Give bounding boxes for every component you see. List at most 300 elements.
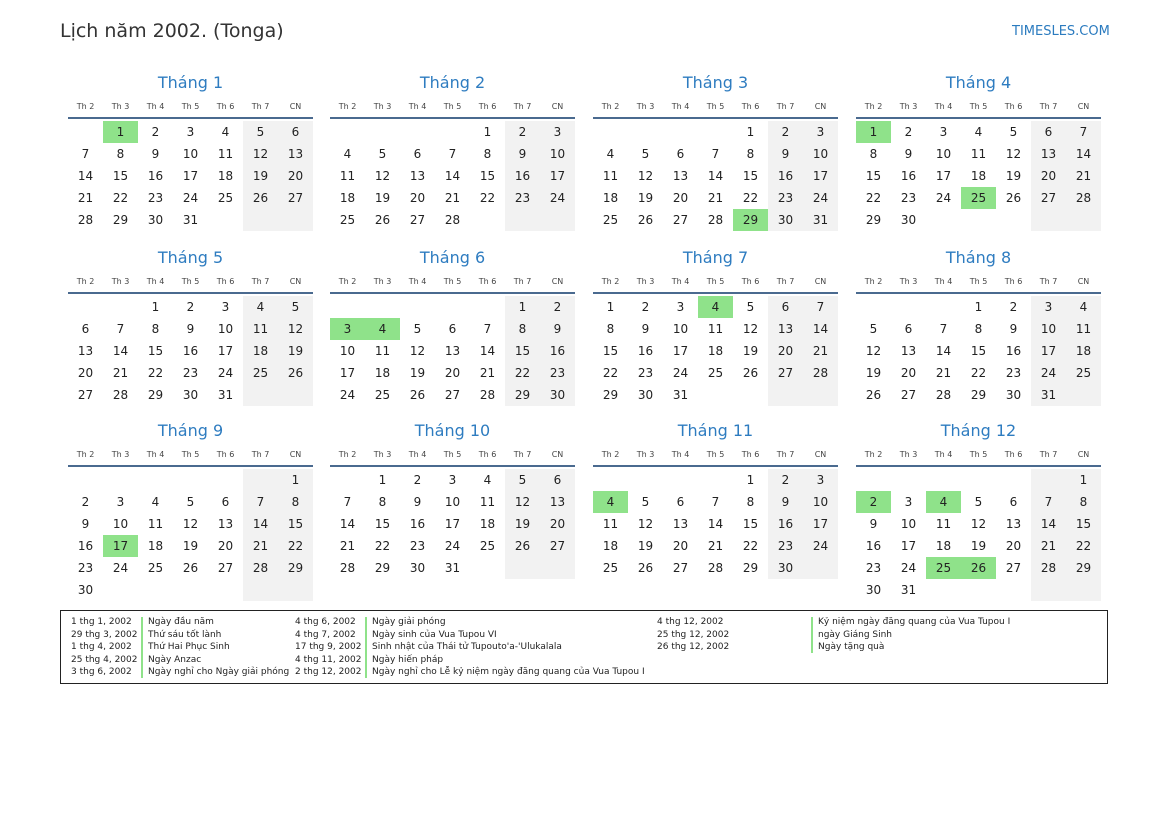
day-cell[interactable]: 6 bbox=[221, 495, 230, 509]
day-cell[interactable]: 15 bbox=[147, 344, 164, 358]
day-cell[interactable]: 28 bbox=[707, 213, 724, 227]
day-cell[interactable]: 22 bbox=[112, 191, 129, 205]
day-cell[interactable]: 27 bbox=[540, 535, 575, 557]
day-cell[interactable]: 19 bbox=[182, 539, 199, 553]
holiday-day-cell[interactable]: 1 bbox=[856, 121, 891, 143]
day-cell[interactable]: 13 bbox=[768, 318, 803, 340]
day-cell[interactable]: 2 bbox=[768, 469, 803, 491]
day-cell[interactable]: 12 bbox=[409, 344, 426, 358]
day-cell[interactable]: 1 bbox=[974, 300, 983, 314]
day-cell[interactable]: 28 bbox=[339, 561, 356, 575]
day-cell[interactable]: 17 bbox=[900, 539, 917, 553]
day-cell[interactable]: 24 bbox=[935, 191, 952, 205]
day-cell[interactable]: 16 bbox=[768, 513, 803, 535]
day-cell[interactable]: 14 bbox=[803, 318, 838, 340]
day-cell[interactable]: 7 bbox=[483, 322, 492, 336]
day-cell[interactable]: 21 bbox=[935, 366, 952, 380]
day-cell[interactable]: 7 bbox=[243, 491, 278, 513]
day-cell[interactable]: 20 bbox=[1031, 165, 1066, 187]
day-cell[interactable]: 22 bbox=[479, 191, 496, 205]
day-cell[interactable]: 6 bbox=[413, 147, 422, 161]
day-cell[interactable]: 13 bbox=[444, 344, 461, 358]
day-cell[interactable]: 7 bbox=[81, 147, 90, 161]
day-cell[interactable]: 13 bbox=[278, 143, 313, 165]
day-cell[interactable]: 17 bbox=[1031, 340, 1066, 362]
day-cell[interactable]: 27 bbox=[900, 388, 917, 402]
day-cell[interactable]: 13 bbox=[1031, 143, 1066, 165]
day-cell[interactable]: 17 bbox=[935, 169, 952, 183]
holiday-day-cell[interactable]: 26 bbox=[961, 557, 996, 579]
day-cell[interactable]: 10 bbox=[217, 322, 234, 336]
day-cell[interactable]: 20 bbox=[278, 165, 313, 187]
day-cell[interactable]: 28 bbox=[1031, 557, 1066, 579]
day-cell[interactable]: 22 bbox=[970, 366, 987, 380]
holiday-day-cell[interactable]: 1 bbox=[103, 121, 138, 143]
holiday-day-cell[interactable]: 4 bbox=[365, 318, 400, 340]
day-cell[interactable]: 31 bbox=[803, 209, 838, 231]
day-cell[interactable]: 5 bbox=[746, 300, 755, 314]
day-cell[interactable]: 16 bbox=[900, 169, 917, 183]
day-cell[interactable]: 2 bbox=[81, 495, 90, 509]
day-cell[interactable]: 4 bbox=[151, 495, 160, 509]
day-cell[interactable]: 3 bbox=[803, 469, 838, 491]
day-cell[interactable]: 18 bbox=[602, 539, 619, 553]
day-cell[interactable]: 22 bbox=[865, 191, 882, 205]
day-cell[interactable]: 9 bbox=[768, 491, 803, 513]
day-cell[interactable]: 27 bbox=[77, 388, 94, 402]
day-cell[interactable]: 24 bbox=[672, 366, 689, 380]
day-cell[interactable]: 29 bbox=[505, 384, 540, 406]
day-cell[interactable]: 19 bbox=[742, 344, 759, 358]
day-cell[interactable]: 13 bbox=[672, 517, 689, 531]
day-cell[interactable]: 11 bbox=[970, 147, 987, 161]
day-cell[interactable]: 17 bbox=[803, 165, 838, 187]
day-cell[interactable]: 18 bbox=[339, 191, 356, 205]
day-cell[interactable]: 7 bbox=[803, 296, 838, 318]
day-cell[interactable]: 10 bbox=[672, 322, 689, 336]
day-cell[interactable]: 24 bbox=[900, 561, 917, 575]
holiday-day-cell[interactable]: 2 bbox=[856, 491, 891, 513]
day-cell[interactable]: 4 bbox=[1066, 296, 1101, 318]
day-cell[interactable]: 21 bbox=[803, 340, 838, 362]
day-cell[interactable]: 3 bbox=[904, 495, 913, 509]
day-cell[interactable]: 14 bbox=[1031, 513, 1066, 535]
day-cell[interactable]: 14 bbox=[707, 517, 724, 531]
day-cell[interactable]: 10 bbox=[182, 147, 199, 161]
day-cell[interactable]: 23 bbox=[147, 191, 164, 205]
day-cell[interactable]: 8 bbox=[378, 495, 387, 509]
day-cell[interactable]: 4 bbox=[974, 125, 983, 139]
day-cell[interactable]: 21 bbox=[444, 191, 461, 205]
day-cell[interactable]: 3 bbox=[803, 121, 838, 143]
day-cell[interactable]: 9 bbox=[1009, 322, 1018, 336]
day-cell[interactable]: 12 bbox=[637, 169, 654, 183]
day-cell[interactable]: 5 bbox=[243, 121, 278, 143]
day-cell[interactable]: 18 bbox=[970, 169, 987, 183]
day-cell[interactable]: 23 bbox=[1005, 366, 1022, 380]
day-cell[interactable]: 15 bbox=[970, 344, 987, 358]
day-cell[interactable]: 17 bbox=[339, 366, 356, 380]
day-cell[interactable]: 26 bbox=[505, 535, 540, 557]
day-cell[interactable]: 27 bbox=[672, 561, 689, 575]
day-cell[interactable]: 16 bbox=[77, 539, 94, 553]
day-cell[interactable]: 28 bbox=[707, 561, 724, 575]
day-cell[interactable]: 23 bbox=[409, 539, 426, 553]
day-cell[interactable]: 9 bbox=[641, 322, 650, 336]
day-cell[interactable]: 26 bbox=[243, 187, 278, 209]
day-cell[interactable]: 31 bbox=[444, 561, 461, 575]
day-cell[interactable]: 28 bbox=[112, 388, 129, 402]
day-cell[interactable]: 17 bbox=[672, 344, 689, 358]
day-cell[interactable]: 22 bbox=[278, 535, 313, 557]
day-cell[interactable]: 2 bbox=[904, 125, 913, 139]
day-cell[interactable]: 5 bbox=[378, 147, 387, 161]
day-cell[interactable]: 10 bbox=[803, 143, 838, 165]
day-cell[interactable]: 2 bbox=[413, 473, 422, 487]
day-cell[interactable]: 14 bbox=[243, 513, 278, 535]
day-cell[interactable]: 22 bbox=[742, 191, 759, 205]
day-cell[interactable]: 11 bbox=[339, 169, 356, 183]
day-cell[interactable]: 5 bbox=[641, 495, 650, 509]
day-cell[interactable]: 20 bbox=[540, 513, 575, 535]
day-cell[interactable]: 21 bbox=[77, 191, 94, 205]
day-cell[interactable]: 27 bbox=[768, 362, 803, 384]
day-cell[interactable]: 26 bbox=[865, 388, 882, 402]
day-cell[interactable]: 27 bbox=[278, 187, 313, 209]
day-cell[interactable]: 13 bbox=[77, 344, 94, 358]
day-cell[interactable]: 5 bbox=[505, 469, 540, 491]
day-cell[interactable]: 2 bbox=[768, 121, 803, 143]
day-cell[interactable]: 14 bbox=[112, 344, 129, 358]
day-cell[interactable]: 26 bbox=[182, 561, 199, 575]
day-cell[interactable]: 29 bbox=[970, 388, 987, 402]
day-cell[interactable]: 24 bbox=[444, 539, 461, 553]
day-cell[interactable]: 10 bbox=[1031, 318, 1066, 340]
day-cell[interactable]: 27 bbox=[409, 213, 426, 227]
day-cell[interactable]: 4 bbox=[483, 473, 492, 487]
day-cell[interactable]: 24 bbox=[182, 191, 199, 205]
day-cell[interactable]: 18 bbox=[479, 517, 496, 531]
day-cell[interactable]: 27 bbox=[1005, 561, 1022, 575]
day-cell[interactable]: 29 bbox=[742, 561, 759, 575]
day-cell[interactable]: 9 bbox=[505, 143, 540, 165]
day-cell[interactable]: 11 bbox=[217, 147, 234, 161]
day-cell[interactable]: 6 bbox=[1009, 495, 1018, 509]
day-cell[interactable]: 21 bbox=[479, 366, 496, 380]
day-cell[interactable]: 29 bbox=[865, 213, 882, 227]
day-cell[interactable]: 29 bbox=[112, 213, 129, 227]
day-cell[interactable]: 2 bbox=[1009, 300, 1018, 314]
day-cell[interactable]: 8 bbox=[278, 491, 313, 513]
day-cell[interactable]: 15 bbox=[742, 517, 759, 531]
day-cell[interactable]: 11 bbox=[374, 344, 391, 358]
day-cell[interactable]: 14 bbox=[444, 169, 461, 183]
day-cell[interactable]: 1 bbox=[278, 469, 313, 491]
day-cell[interactable]: 30 bbox=[637, 388, 654, 402]
holiday-day-cell[interactable]: 29 bbox=[733, 209, 768, 231]
day-cell[interactable]: 25 bbox=[602, 561, 619, 575]
day-cell[interactable]: 2 bbox=[505, 121, 540, 143]
day-cell[interactable]: 14 bbox=[935, 344, 952, 358]
day-cell[interactable]: 11 bbox=[602, 169, 619, 183]
day-cell[interactable]: 15 bbox=[602, 344, 619, 358]
day-cell[interactable]: 10 bbox=[900, 517, 917, 531]
day-cell[interactable]: 1 bbox=[378, 473, 387, 487]
day-cell[interactable]: 21 bbox=[112, 366, 129, 380]
day-cell[interactable]: 12 bbox=[374, 169, 391, 183]
day-cell[interactable]: 12 bbox=[865, 344, 882, 358]
day-cell[interactable]: 1 bbox=[151, 300, 160, 314]
day-cell[interactable]: 8 bbox=[483, 147, 492, 161]
day-cell[interactable]: 28 bbox=[479, 388, 496, 402]
day-cell[interactable]: 20 bbox=[409, 191, 426, 205]
holiday-day-cell[interactable]: 25 bbox=[961, 187, 996, 209]
day-cell[interactable]: 3 bbox=[186, 125, 195, 139]
day-cell[interactable]: 19 bbox=[1005, 169, 1022, 183]
day-cell[interactable]: 23 bbox=[505, 187, 540, 209]
day-cell[interactable]: 20 bbox=[444, 366, 461, 380]
day-cell[interactable]: 9 bbox=[81, 517, 90, 531]
day-cell[interactable]: 14 bbox=[77, 169, 94, 183]
holiday-day-cell[interactable]: 4 bbox=[698, 296, 733, 318]
day-cell[interactable]: 17 bbox=[217, 344, 234, 358]
day-cell[interactable]: 19 bbox=[374, 191, 391, 205]
day-cell[interactable]: 5 bbox=[641, 147, 650, 161]
day-cell[interactable]: 9 bbox=[186, 322, 195, 336]
day-cell[interactable]: 25 bbox=[374, 388, 391, 402]
day-cell[interactable]: 24 bbox=[540, 187, 575, 209]
day-cell[interactable]: 4 bbox=[606, 147, 615, 161]
day-cell[interactable]: 19 bbox=[970, 539, 987, 553]
day-cell[interactable]: 7 bbox=[1066, 121, 1101, 143]
day-cell[interactable]: 23 bbox=[540, 362, 575, 384]
day-cell[interactable]: 12 bbox=[742, 322, 759, 336]
day-cell[interactable]: 10 bbox=[540, 143, 575, 165]
day-cell[interactable]: 30 bbox=[865, 583, 882, 597]
day-cell[interactable]: 6 bbox=[676, 147, 685, 161]
day-cell[interactable]: 8 bbox=[869, 147, 878, 161]
day-cell[interactable]: 20 bbox=[768, 340, 803, 362]
day-cell[interactable]: 25 bbox=[602, 213, 619, 227]
day-cell[interactable]: 12 bbox=[970, 517, 987, 531]
day-cell[interactable]: 25 bbox=[217, 191, 234, 205]
day-cell[interactable]: 6 bbox=[448, 322, 457, 336]
day-cell[interactable]: 15 bbox=[1066, 513, 1101, 535]
day-cell[interactable]: 25 bbox=[479, 539, 496, 553]
day-cell[interactable]: 22 bbox=[1066, 535, 1101, 557]
day-cell[interactable]: 23 bbox=[768, 535, 803, 557]
day-cell[interactable]: 30 bbox=[409, 561, 426, 575]
day-cell[interactable]: 16 bbox=[182, 344, 199, 358]
day-cell[interactable]: 23 bbox=[865, 561, 882, 575]
day-cell[interactable]: 16 bbox=[505, 165, 540, 187]
day-cell[interactable]: 30 bbox=[147, 213, 164, 227]
day-cell[interactable]: 19 bbox=[278, 340, 313, 362]
day-cell[interactable]: 28 bbox=[77, 213, 94, 227]
day-cell[interactable]: 15 bbox=[865, 169, 882, 183]
day-cell[interactable]: 18 bbox=[602, 191, 619, 205]
day-cell[interactable]: 6 bbox=[278, 121, 313, 143]
day-cell[interactable]: 6 bbox=[1031, 121, 1066, 143]
day-cell[interactable]: 23 bbox=[768, 187, 803, 209]
day-cell[interactable]: 6 bbox=[540, 469, 575, 491]
day-cell[interactable]: 22 bbox=[374, 539, 391, 553]
day-cell[interactable]: 19 bbox=[243, 165, 278, 187]
day-cell[interactable]: 7 bbox=[711, 147, 720, 161]
day-cell[interactable]: 19 bbox=[637, 191, 654, 205]
day-cell[interactable]: 12 bbox=[278, 318, 313, 340]
day-cell[interactable]: 21 bbox=[243, 535, 278, 557]
day-cell[interactable]: 21 bbox=[707, 191, 724, 205]
day-cell[interactable]: 25 bbox=[1066, 362, 1101, 384]
day-cell[interactable]: 27 bbox=[672, 213, 689, 227]
day-cell[interactable]: 14 bbox=[1066, 143, 1101, 165]
day-cell[interactable]: 28 bbox=[243, 557, 278, 579]
day-cell[interactable]: 21 bbox=[1031, 535, 1066, 557]
day-cell[interactable]: 11 bbox=[479, 495, 496, 509]
day-cell[interactable]: 2 bbox=[641, 300, 650, 314]
day-cell[interactable]: 16 bbox=[147, 169, 164, 183]
day-cell[interactable]: 14 bbox=[707, 169, 724, 183]
day-cell[interactable]: 15 bbox=[479, 169, 496, 183]
day-cell[interactable]: 3 bbox=[939, 125, 948, 139]
day-cell[interactable]: 26 bbox=[409, 388, 426, 402]
day-cell[interactable]: 2 bbox=[151, 125, 160, 139]
day-cell[interactable]: 24 bbox=[339, 388, 356, 402]
day-cell[interactable]: 30 bbox=[768, 557, 803, 579]
day-cell[interactable]: 1 bbox=[483, 125, 492, 139]
day-cell[interactable]: 4 bbox=[243, 296, 278, 318]
day-cell[interactable]: 13 bbox=[217, 517, 234, 531]
day-cell[interactable]: 17 bbox=[803, 513, 838, 535]
day-cell[interactable]: 10 bbox=[112, 517, 129, 531]
day-cell[interactable]: 6 bbox=[904, 322, 913, 336]
day-cell[interactable]: 21 bbox=[339, 539, 356, 553]
day-cell[interactable]: 31 bbox=[182, 213, 199, 227]
day-cell[interactable]: 17 bbox=[182, 169, 199, 183]
day-cell[interactable]: 15 bbox=[278, 513, 313, 535]
day-cell[interactable]: 19 bbox=[637, 539, 654, 553]
day-cell[interactable]: 27 bbox=[217, 561, 234, 575]
day-cell[interactable]: 9 bbox=[540, 318, 575, 340]
day-cell[interactable]: 18 bbox=[1066, 340, 1101, 362]
day-cell[interactable]: 3 bbox=[676, 300, 685, 314]
day-cell[interactable]: 5 bbox=[278, 296, 313, 318]
day-cell[interactable]: 13 bbox=[409, 169, 426, 183]
day-cell[interactable]: 24 bbox=[217, 366, 234, 380]
day-cell[interactable]: 13 bbox=[900, 344, 917, 358]
day-cell[interactable]: 31 bbox=[672, 388, 689, 402]
day-cell[interactable]: 29 bbox=[374, 561, 391, 575]
day-cell[interactable]: 4 bbox=[221, 125, 230, 139]
day-cell[interactable]: 21 bbox=[707, 539, 724, 553]
day-cell[interactable]: 28 bbox=[935, 388, 952, 402]
day-cell[interactable]: 20 bbox=[217, 539, 234, 553]
day-cell[interactable]: 27 bbox=[444, 388, 461, 402]
day-cell[interactable]: 23 bbox=[900, 191, 917, 205]
day-cell[interactable]: 5 bbox=[413, 322, 422, 336]
day-cell[interactable]: 1 bbox=[746, 125, 755, 139]
day-cell[interactable]: 16 bbox=[409, 517, 426, 531]
day-cell[interactable]: 30 bbox=[77, 583, 94, 597]
day-cell[interactable]: 3 bbox=[221, 300, 230, 314]
day-cell[interactable]: 3 bbox=[540, 121, 575, 143]
day-cell[interactable]: 3 bbox=[1031, 296, 1066, 318]
day-cell[interactable]: 30 bbox=[182, 388, 199, 402]
day-cell[interactable]: 7 bbox=[939, 322, 948, 336]
day-cell[interactable]: 31 bbox=[217, 388, 234, 402]
day-cell[interactable]: 25 bbox=[339, 213, 356, 227]
day-cell[interactable]: 25 bbox=[707, 366, 724, 380]
day-cell[interactable]: 23 bbox=[637, 366, 654, 380]
day-cell[interactable]: 17 bbox=[540, 165, 575, 187]
day-cell[interactable]: 11 bbox=[1066, 318, 1101, 340]
day-cell[interactable]: 8 bbox=[606, 322, 615, 336]
day-cell[interactable]: 8 bbox=[505, 318, 540, 340]
day-cell[interactable]: 18 bbox=[147, 539, 164, 553]
day-cell[interactable]: 22 bbox=[742, 539, 759, 553]
day-cell[interactable]: 11 bbox=[707, 322, 724, 336]
day-cell[interactable]: 8 bbox=[1066, 491, 1101, 513]
day-cell[interactable]: 3 bbox=[116, 495, 125, 509]
day-cell[interactable]: 24 bbox=[803, 187, 838, 209]
day-cell[interactable]: 29 bbox=[147, 388, 164, 402]
day-cell[interactable]: 9 bbox=[904, 147, 913, 161]
day-cell[interactable]: 16 bbox=[637, 344, 654, 358]
brand-link[interactable]: TIMESLES.COM bbox=[1012, 24, 1110, 39]
day-cell[interactable]: 21 bbox=[1066, 165, 1101, 187]
day-cell[interactable]: 9 bbox=[151, 147, 160, 161]
day-cell[interactable]: 18 bbox=[374, 366, 391, 380]
day-cell[interactable]: 11 bbox=[147, 517, 164, 531]
day-cell[interactable]: 6 bbox=[676, 495, 685, 509]
day-cell[interactable]: 4 bbox=[343, 147, 352, 161]
day-cell[interactable]: 31 bbox=[900, 583, 917, 597]
day-cell[interactable]: 28 bbox=[444, 213, 461, 227]
day-cell[interactable]: 10 bbox=[339, 344, 356, 358]
day-cell[interactable]: 26 bbox=[637, 213, 654, 227]
day-cell[interactable]: 31 bbox=[1031, 384, 1066, 406]
day-cell[interactable]: 7 bbox=[116, 322, 125, 336]
holiday-day-cell[interactable]: 3 bbox=[330, 318, 365, 340]
day-cell[interactable]: 18 bbox=[243, 340, 278, 362]
day-cell[interactable]: 5 bbox=[974, 495, 983, 509]
holiday-day-cell[interactable]: 25 bbox=[926, 557, 961, 579]
day-cell[interactable]: 24 bbox=[112, 561, 129, 575]
day-cell[interactable]: 8 bbox=[974, 322, 983, 336]
day-cell[interactable]: 19 bbox=[865, 366, 882, 380]
day-cell[interactable]: 25 bbox=[243, 362, 278, 384]
day-cell[interactable]: 26 bbox=[278, 362, 313, 384]
day-cell[interactable]: 30 bbox=[540, 384, 575, 406]
day-cell[interactable]: 15 bbox=[374, 517, 391, 531]
day-cell[interactable]: 8 bbox=[746, 147, 755, 161]
day-cell[interactable]: 3 bbox=[448, 473, 457, 487]
holiday-day-cell[interactable]: 4 bbox=[926, 491, 961, 513]
day-cell[interactable]: 11 bbox=[602, 517, 619, 531]
day-cell[interactable]: 29 bbox=[1066, 557, 1101, 579]
day-cell[interactable]: 9 bbox=[768, 143, 803, 165]
day-cell[interactable]: 15 bbox=[505, 340, 540, 362]
day-cell[interactable]: 23 bbox=[182, 366, 199, 380]
day-cell[interactable]: 12 bbox=[637, 517, 654, 531]
day-cell[interactable]: 18 bbox=[707, 344, 724, 358]
day-cell[interactable]: 2 bbox=[186, 300, 195, 314]
day-cell[interactable]: 20 bbox=[77, 366, 94, 380]
day-cell[interactable]: 16 bbox=[540, 340, 575, 362]
day-cell[interactable]: 9 bbox=[869, 517, 878, 531]
day-cell[interactable]: 9 bbox=[413, 495, 422, 509]
